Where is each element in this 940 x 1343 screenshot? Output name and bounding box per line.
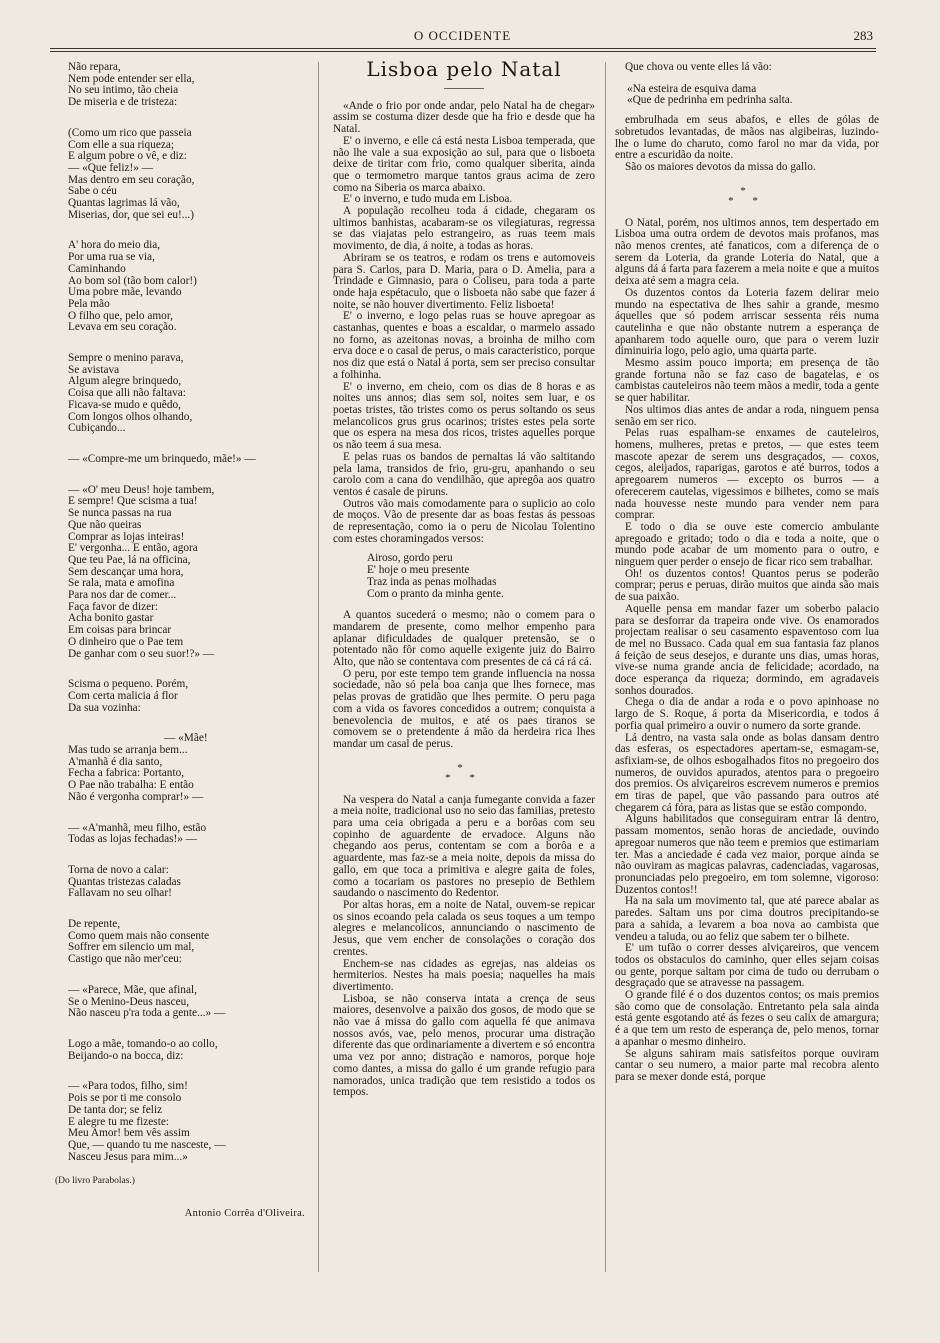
poem-line: E sempre! Que scisma a tua! bbox=[68, 496, 198, 508]
verse-line: E' hoje o meu presente bbox=[367, 564, 470, 577]
poem-line: Pois se por ti me consolo bbox=[68, 1093, 182, 1105]
paragraph: E' o inverno, e tudo muda em Lisboa. bbox=[343, 193, 513, 206]
poem-line: Castigo que não mer'ceu: bbox=[68, 954, 183, 966]
paragraph: E todo o dia se ouve este comercio ambulante apregoado e gritado; todo o dia e toda a noite, que o mundo pode acabar de um momento para o outro, e ninguem quer perder o ensejo de ficar rico sem trabalhar. bbox=[615, 520, 879, 569]
poem-stanza bbox=[55, 733, 305, 803]
paragraph: Por altas horas, em a noite de Natal, ouvem-se repicar os sinos ecoando pela calada os seus toques a um tempo alegres e melancolicos, annunciando o nascimento de Jesus, que vem encher de consolações o coração dos crentes. bbox=[333, 899, 595, 958]
article-paragraphs-5 bbox=[615, 218, 879, 1084]
paragraph: E' o inverno, e elle cá está nesta Lisboa temperada, que não lhe vale a sua exposição ao sul, para que o lisboeta deixe de tiritar com frio, como qualquer siberita, ainda que o termometro marque tantos graus acima de zero como na Siberia os marca abaixo. bbox=[333, 134, 595, 194]
poem-line: — «Para todos, filho, sim! bbox=[68, 1081, 188, 1093]
paragraph: E' um tufão o correr desses alviçareiros, que vencem todos os obstaculos do caminho, quer elles sejam coisas ou gente, porque saltam por cima de tudo ou derrubam o desgraçado que se atravesse na passagem. bbox=[615, 942, 879, 990]
poem-stanza bbox=[55, 353, 305, 435]
poem-line: E' vergonha... E então, agora bbox=[68, 543, 198, 555]
poem-stanza bbox=[55, 128, 305, 222]
poem-line: Coisa que alli não faltava: bbox=[68, 388, 186, 400]
paragraph: Abriram se os teatros, e rodam os trens e automoveis para S. Carlos, para D. Maria, para o D. Amelia, para a Trindade e Gimnasio, para o Coliseu, para toda a parte onde haja espétaculo, que o lisboeta não sabe que fazer á noite, se não houver divertimento. Feliz lisboeta! bbox=[333, 251, 595, 311]
poem-line: — «Compre-me um brinquedo, mãe!» — bbox=[68, 453, 256, 465]
paragraph: Chega o dia de andar a roda e o povo apinhoase no largo de S. Roque, á porta da Misericordia, e todos á porfia qual primeiro a ouvir o numero da sorte grande. bbox=[615, 696, 879, 732]
poem-line: Fallavam no seu olhar! bbox=[68, 888, 172, 900]
poem-line: De tanta dor; se feliz bbox=[68, 1104, 163, 1116]
poem-stanza bbox=[55, 1039, 305, 1062]
article-column-2 bbox=[615, 62, 879, 1084]
poem-line: Que, — quando tu me nasceste, — bbox=[68, 1139, 226, 1151]
verse-line: Airoso, gordo peru bbox=[367, 552, 453, 565]
poem-line: Ao bom sol (tão bom calor!) bbox=[68, 275, 197, 287]
poem-stanza bbox=[55, 985, 305, 1020]
poem-line: Nasceu Jesus para mim...» bbox=[68, 1151, 188, 1163]
paragraph: Pelas ruas espalham-se enxames de cauteleiros, homens, mulheres, pretas e pretos, — que estes teem mascote apezar de serem uns desgraçados, — coxos, cegos, aleijados, raparigas, garotos e até burros, todos a apregoarem numeros — excepto os burros — a oferecerem cautelas, vigessimos e bilhetes, como se mais nada houvesse neste mundo para vender nem para comprar. bbox=[615, 427, 879, 522]
poem-line: Soffrer em silencio um mal, bbox=[68, 942, 195, 954]
poem-line: Se o Menino-Deus nasceu, bbox=[68, 996, 190, 1008]
paragraph: Lá dentro, na vasta sala onde as bolas dansam dentro das esferas, os espectadores apertam-se, esmagam-se, asfixiam-se, de olhos esbogalhados fitos no pregoeiro dos numeros, de ouvidos apurados, atentos para o pregoeiro dos premios. Os alviçareiros escrevem numeros e premios em tiras de papel, que vão passando para outros até chegarem cá fóra, para as listas que se estão compondo. bbox=[615, 731, 879, 814]
poem-line: Miserias, dor, que sei eu!...) bbox=[68, 209, 194, 221]
poem-line: Faça favor de dizer: bbox=[68, 601, 159, 613]
paragraph: Enchem-se nas cidades as egrejas, nas aldeias os hermiterios. Nestes ha mais poesia; naquelles ha mais divertimento. bbox=[333, 957, 595, 993]
paragraph: Nos ultimos dias antes de andar a roda, ninguem pensa senão em ser rico. bbox=[615, 403, 879, 428]
verse-line: Com o pranto da minha gente. bbox=[367, 587, 504, 600]
poem-line: Por uma rua se via, bbox=[68, 252, 155, 264]
poem-line: Com longos olhos olhando, bbox=[68, 411, 193, 423]
poem-line: Não repara, bbox=[68, 62, 121, 73]
poem-stanza bbox=[55, 919, 305, 966]
section-break: * * * bbox=[445, 761, 483, 784]
poem-line: — «Que feliz!» — bbox=[68, 162, 154, 174]
poem-line: Todas as lojas fechadas!» — bbox=[68, 834, 198, 846]
poem-line: Sabe o céu bbox=[68, 186, 117, 198]
poem-line: Nem pode entender ser ella, bbox=[68, 73, 195, 85]
page-header bbox=[50, 26, 875, 48]
poem-stanza bbox=[55, 454, 305, 466]
column-divider-right bbox=[605, 62, 606, 1272]
paragraph: Os duzentos contos da Loteria fazem delirar meio mundo na espectativa de lhes sahir a grande, mesmo áquelles que só podem arriscar sessenta réis numa cautelinha e que não obstante nutrem a esperança de apanharem todo aquelle ouro, que para o verem luzir diminuiria logo, pelo agio, uma quarta parte. bbox=[615, 286, 879, 358]
poem-line: No seu intimo, tão cheia bbox=[68, 85, 179, 97]
poem-source: (Do livro Parabolas.) bbox=[55, 1176, 135, 1187]
article-paragraphs-1 bbox=[333, 101, 595, 546]
poem-line: Em coisas para brincar bbox=[68, 625, 172, 637]
poem-line: Quantas lagrimas lá vão, bbox=[68, 198, 180, 210]
poem-stanza bbox=[55, 823, 305, 846]
paragraph: embrulhada em seus abafos, e elles de gólas de sobretudos levantadas, de mãos nas algibeiras, luzindo-lhe o lume do charuto, como farol no mar da vida, por entre a escuridão da noite. bbox=[615, 114, 879, 162]
poem-line: — «Parece, Mãe, que afinal, bbox=[68, 984, 197, 996]
paragraph: O peru, por este tempo tem grande influencia na nossa sociedade, não só pela boa canja que lhes fornece, mas pelas provas de gratidão que lhes permite. O peru paga com a vida os favores concedidos a outrem; conquista a benevolencia de muitos, e até os paes tiranos se comovem se o pretendente á mão da herdeira rica lhes mandar um casal de perus. bbox=[333, 667, 595, 750]
poem-line: Com certa malicia á flor bbox=[68, 690, 178, 702]
poem-line: Algum alegre brinquedo, bbox=[68, 376, 182, 388]
paragraph: E pelas ruas os bandos de pernaltas lá vão saltitando pela lama, transidos de frio, gru-gru, apanhando o seu carolo com a cana do vendilhão, que apregôa aos quatro ventos é casale de piruns. bbox=[333, 450, 595, 498]
poem-line: Comprar as lojas inteiras! bbox=[68, 531, 185, 543]
poem-line: Da sua vozinha: bbox=[68, 702, 141, 714]
article-paragraphs-3 bbox=[333, 795, 595, 1099]
poem-line: Caminhando bbox=[68, 263, 126, 275]
paragraph: Ha na sala um movimento tal, que até parece abalar as paredes. Saltam uns por cima doutros precipitando-se para a sahida, a levarem a boa nova ao cambista que vendeu a taluda, ou ao feliz que sabem ter o bilhete. bbox=[615, 895, 879, 943]
header-rule-bottom bbox=[50, 51, 876, 52]
poem-line: Com elle a sua riqueza; bbox=[68, 139, 175, 151]
poem-line: Ficava-se mudo e quêdo, bbox=[68, 399, 181, 411]
paragraph: E' o inverno, em cheio, com os dias de 8 horas e as noites uns annos; dias sem sol, noites sem luar, e os poetas tristes, tão tristes como os perus soltando os seus melancolicos grus grus ocarinos; tristes estes pela sorte que os espera na mesa dos ricos, tristes aquelles porque os não teem á sua mesa. bbox=[333, 380, 595, 452]
poem-line: Beijando-o na bocca, diz: bbox=[68, 1050, 184, 1062]
verse-line: «Que de pedrinha em pedrinha salta. bbox=[627, 94, 793, 107]
poem-line: Cubiçando... bbox=[68, 423, 126, 435]
column-divider-left bbox=[318, 62, 319, 1272]
poem-line: De miseria e de tristeza: bbox=[68, 97, 178, 109]
poem-line: Que teu Pae, lá na officina, bbox=[68, 554, 191, 566]
paragraph: O Natal, porém, nos ultimos annos, tem despertado em Lisboa uma outra ordem de devotos mais profanos, mas não menos crentes, até fanaticos, com a diferença de o serem da Loteria, da grande Loteria do Natal, que a alguns dá á farta para fazerem a meia noite e que a muitos deixa até sem a magra ceia. bbox=[615, 216, 879, 288]
poem-line: Não é vergonha comprar!» — bbox=[68, 791, 204, 803]
poem-stanza bbox=[55, 240, 305, 334]
poem-line: Se avistava bbox=[68, 364, 120, 376]
paragraph: Outros vão mais comodamente para o suplicio ao colo de moços. Vão de presente dar as boas festas ás pessoas de representação, como ia o peru de Nicolau Tolentino com estes choramingados versos: bbox=[333, 497, 595, 545]
paragraph: Na vespera do Natal a canja fumegante convida a fazer a meia noite, tradicional uso no seio das familias, pretesto para uma ceia obrigada a peru e a borôas com seu copinho de aguardente de ervadoce. Alguns não chegando aos perus, contentam se com a borôa e a aguardente, mas faz-se a meia noite, depois da missa do gallo, em que toca a primitiva e alegre gaita de foles, como a tocariam os pastores no presepio de Bethlem saudando o nascimento do Redentor. bbox=[333, 793, 595, 900]
poem-stanzas bbox=[55, 62, 305, 1163]
article-title: Lisboa pelo Natal bbox=[366, 57, 562, 81]
poem-line: Fecha a fabrica: Portanto, bbox=[68, 768, 185, 780]
poem-line: Quantas tristezas caladas bbox=[68, 876, 181, 888]
poem-line: E algum pobre o vê, e diz: bbox=[68, 151, 187, 163]
poem-line: — «O' meu Deus! hoje tambem, bbox=[68, 484, 215, 496]
poem-line: Meu Amor! bem vês assim bbox=[68, 1128, 190, 1140]
poem-line: O filho que, pelo amor, bbox=[68, 310, 173, 322]
poem-line: O Pae não trabalha: E então bbox=[68, 780, 194, 792]
poem-line: (Como um rico que passeia bbox=[68, 127, 192, 139]
poem-line: Se nunca passas na rua bbox=[68, 508, 172, 520]
poem-line: Sempre o menino parava, bbox=[68, 353, 184, 365]
paragraph: A quantos sucederá o mesmo; não o comem para o mandarem de presente, como melhor empenho para aplanar dificuldades de qualquer pretensão, se o potentado não fôr como aquelle exigente juiz do Bairro Alto, que não se contentava com presentes de cá cá rá cá. bbox=[333, 609, 595, 669]
header-rule-top bbox=[50, 48, 876, 49]
journal-title: O OCCIDENTE bbox=[413, 28, 512, 43]
poem-line: De repente, bbox=[68, 919, 121, 931]
poem-line: Mas dentro em seu coração, bbox=[68, 174, 195, 186]
poem-line: Acha bonito gastar bbox=[68, 613, 154, 625]
paragraph: São os maiores devotos da missa do gallo. bbox=[625, 160, 816, 173]
poem-stanza bbox=[55, 485, 305, 661]
quoted-verse-2 bbox=[627, 84, 879, 107]
poem-line: Como quem mais não consente bbox=[68, 930, 210, 942]
paragraph: Aquelle pensa em mandar fazer um soberbo palacio para se desforrar da trapeira onde vive. Os enamorados projectam realisar o seu casamento espaventoso com lua de mel no Bussaco. Cada qual em sua fantasia faz planos á feição de seus desejos, e durante uns dias, umas horas, vive-se numa grande ancia de felicidade; acordado, na doce esperança da riqueza; dormindo, em agradaveis sonhos dourados. bbox=[615, 602, 879, 697]
poem-line: De ganhar com o seu suor!?» — bbox=[68, 648, 215, 660]
verse-line: «Na esteira de esquiva dama bbox=[627, 82, 757, 95]
poem-line: O dinheiro que o Pae tem bbox=[68, 636, 184, 648]
poem-stanza bbox=[55, 62, 305, 109]
poem-stanza bbox=[55, 865, 305, 900]
poem-line: Scisma o pequeno. Porém, bbox=[68, 679, 189, 691]
poem-line: A'manhã é dia santo, bbox=[68, 756, 163, 768]
poem-line: Logo a mãe, tomando-o ao collo, bbox=[68, 1039, 218, 1050]
poem-line: — «Mãe! bbox=[164, 733, 208, 745]
poem-line: Sem descançar uma hora, bbox=[68, 566, 184, 578]
poem-line: A' hora do meio dia, bbox=[68, 240, 161, 252]
poem-line: Para nos dar de comer... bbox=[68, 590, 177, 602]
title-rule bbox=[444, 88, 484, 89]
poem-line: Levava em seu coração. bbox=[68, 322, 177, 334]
article-column-1 bbox=[333, 57, 595, 1099]
poem-line: Não nasceu p'ra toda a gente...» — bbox=[68, 1008, 226, 1020]
column-intro: Que chova ou vente elles lá vão: bbox=[625, 61, 772, 73]
paragraph: A população recolheu toda á cidade, chegaram os ultimos banhistas, acabaram-se os vilegiaturas, regressa se das viajatas pelo estrangeiro, as ruas teem mais movimento, de dia, á noite, a todas as horas. bbox=[333, 205, 595, 253]
quoted-verse bbox=[367, 553, 595, 600]
verse-line: Traz inda as penas molhadas bbox=[367, 575, 497, 588]
poem-line: — «A'manhã, meu filho, estão bbox=[68, 822, 207, 834]
page-number: 283 bbox=[853, 28, 873, 43]
poem-column bbox=[55, 62, 305, 1220]
article-paragraphs-2 bbox=[333, 610, 595, 750]
paragraph: Se alguns sahiram mais satisfeitos porque ouviram cantar o seu numero, a maior parte mal recobra alento para se mexer donde está, porque bbox=[615, 1047, 879, 1083]
paragraph: O grande filé é o dos duzentos contos; os mais premios são como que de consolação. Entretanto pela sala ainda está gente esgotando até ás fezes o seu calix de amargura; é a que tem um resto de esperança de, pelo menos, tornar a apanhar o mesmo dinheiro. bbox=[615, 989, 879, 1048]
section-break-2: * * * bbox=[728, 184, 766, 207]
poem-line: Que não queiras bbox=[68, 519, 142, 531]
poem-line: E alegre tu me fizeste: bbox=[68, 1116, 169, 1128]
paragraph: Lisboa, se não conserva intata a crença de seus maiores, desenvolve a paixão dos gosos, de modo que se não vae á missa do gallo com aquella fé que animava nossos avós, vae, pelo menos, procurar uma distração diferente das que ordinariamente a divertem e só encontra uma vez por anno; distração e namoros, porque hoje como dantes, a missa do gallo é um grande refugio para namorados, unica tradição que tem resistido a todos os tempos. bbox=[333, 992, 595, 1099]
poem-line: Mas tudo se arranja bem... bbox=[68, 745, 188, 757]
poem-line: Se rala, mata e amofina bbox=[68, 578, 175, 590]
poem-line: Pela mão bbox=[68, 298, 110, 310]
poem-stanza bbox=[55, 679, 305, 714]
poem-line: Uma pobre mãe, levando bbox=[68, 287, 182, 299]
paragraph: E' o inverno, e logo pelas ruas se houve apregoar as castanhas, quentes e boas a escaldar, o marmelo assado no forno, as azeitonas novas, a broinha de milho com erva doce e o casal de perus, o mais caracteristico, porque nos diz que está o Natal á porta, sem ser preciso consultar a folhinha. bbox=[333, 310, 595, 381]
article-paragraphs-4 bbox=[615, 115, 879, 174]
poem-line: Torna de novo a calar: bbox=[68, 864, 169, 876]
paragraph: Mesmo assim pouco importa; em presença de tão grande fortuna não se faz caso de bagatelas, e os cambistas cauteleiros não teem mãos a medir, toda a gente se quer habilitar. bbox=[615, 357, 879, 405]
paragraph: «Ande o frio por onde andar, pelo Natal ha de chegar» assim se costuma dizer desde que ha frio e desde que ha Natal. bbox=[333, 99, 595, 136]
paragraph: Alguns habilitados que conseguiram entrar lá dentro, passam momentos, senão horas de anciedade, ouvindo apregoar numeros que não teem e premios que estimariam ter. Mas a anciedade é cada vez maior, porque ainda se não ouviram as magicas palavras, cadenciadas, vagarosas, pronunciadas pelo pregoeiro, em tom solemne, vigoroso: Duzentos contos!! bbox=[615, 813, 879, 896]
paragraph: Oh! os duzentos contos! Quantos perus se poderão comprar; perus e peruas, dirão muitos que ainda são mais de sua paixão. bbox=[615, 567, 879, 604]
poem-author: Antonio Corrêa d'Oliveira. bbox=[184, 1208, 305, 1220]
poem-stanza bbox=[55, 1081, 305, 1163]
